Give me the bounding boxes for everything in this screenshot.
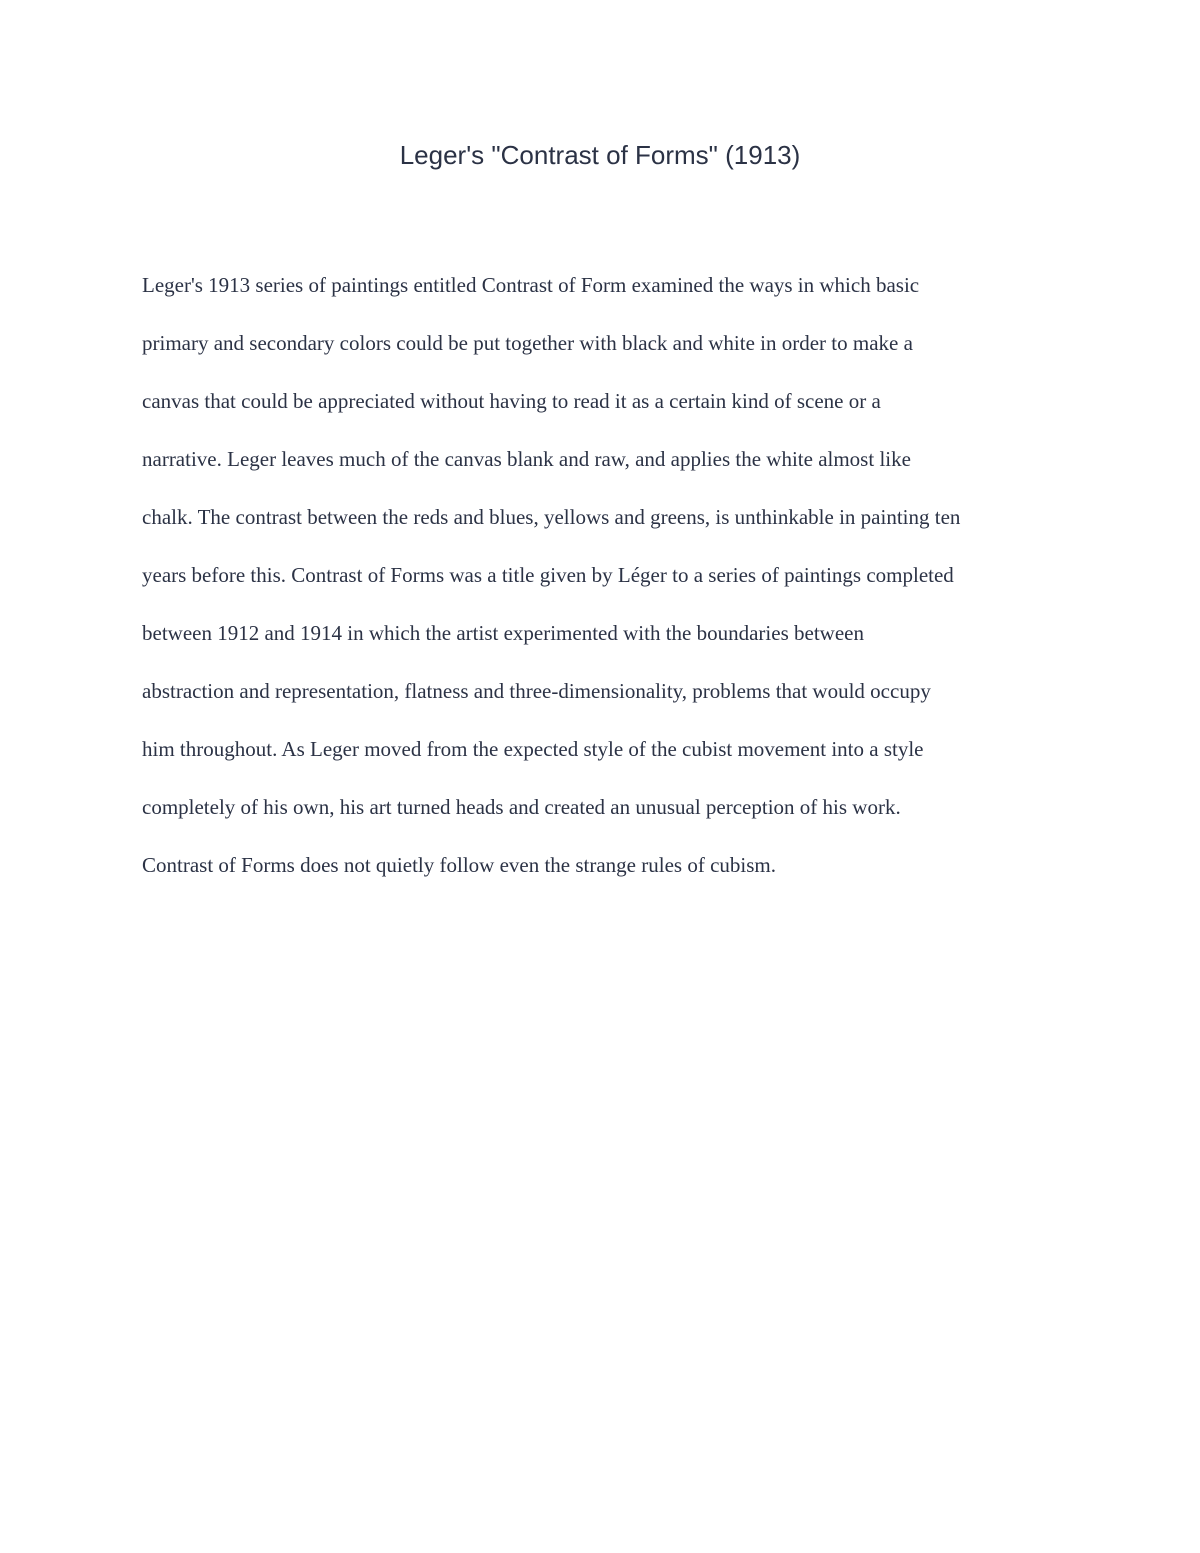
body-line: years before this. Contrast of Forms was a title given by Léger to a series of paintings completed [142,563,954,587]
body-line: narrative. Leger leaves much of the canvas blank and raw, and applies the white almost like [142,447,911,471]
body-line: Contrast of Forms does not quietly follow even the strange rules of cubism. [142,853,776,877]
body-line: between 1912 and 1914 in which the artist experimented with the boundaries between [142,621,864,645]
body-line: Leger's 1913 series of paintings entitled Contrast of Form examined the ways in which basic [142,273,920,297]
body-line: completely of his own, his art turned heads and created an unusual perception of his work. [142,795,901,819]
document-title: Leger's "Contrast of Forms" (1913) [399,140,801,170]
body-line: canvas that could be appreciated without having to read it as a certain kind of scene or a [142,389,881,413]
document-body [142,256,1082,894]
body-line: primary and secondary colors could be put together with black and white in order to make a [142,331,913,355]
body-line: him throughout. As Leger moved from the expected style of the cubist movement into a style [142,737,924,761]
body-line: abstraction and representation, flatness and three-dimensionality, problems that would occupy [142,679,931,703]
body-line: chalk. The contrast between the reds and blues, yellows and greens, is unthinkable in painting ten [142,505,961,529]
